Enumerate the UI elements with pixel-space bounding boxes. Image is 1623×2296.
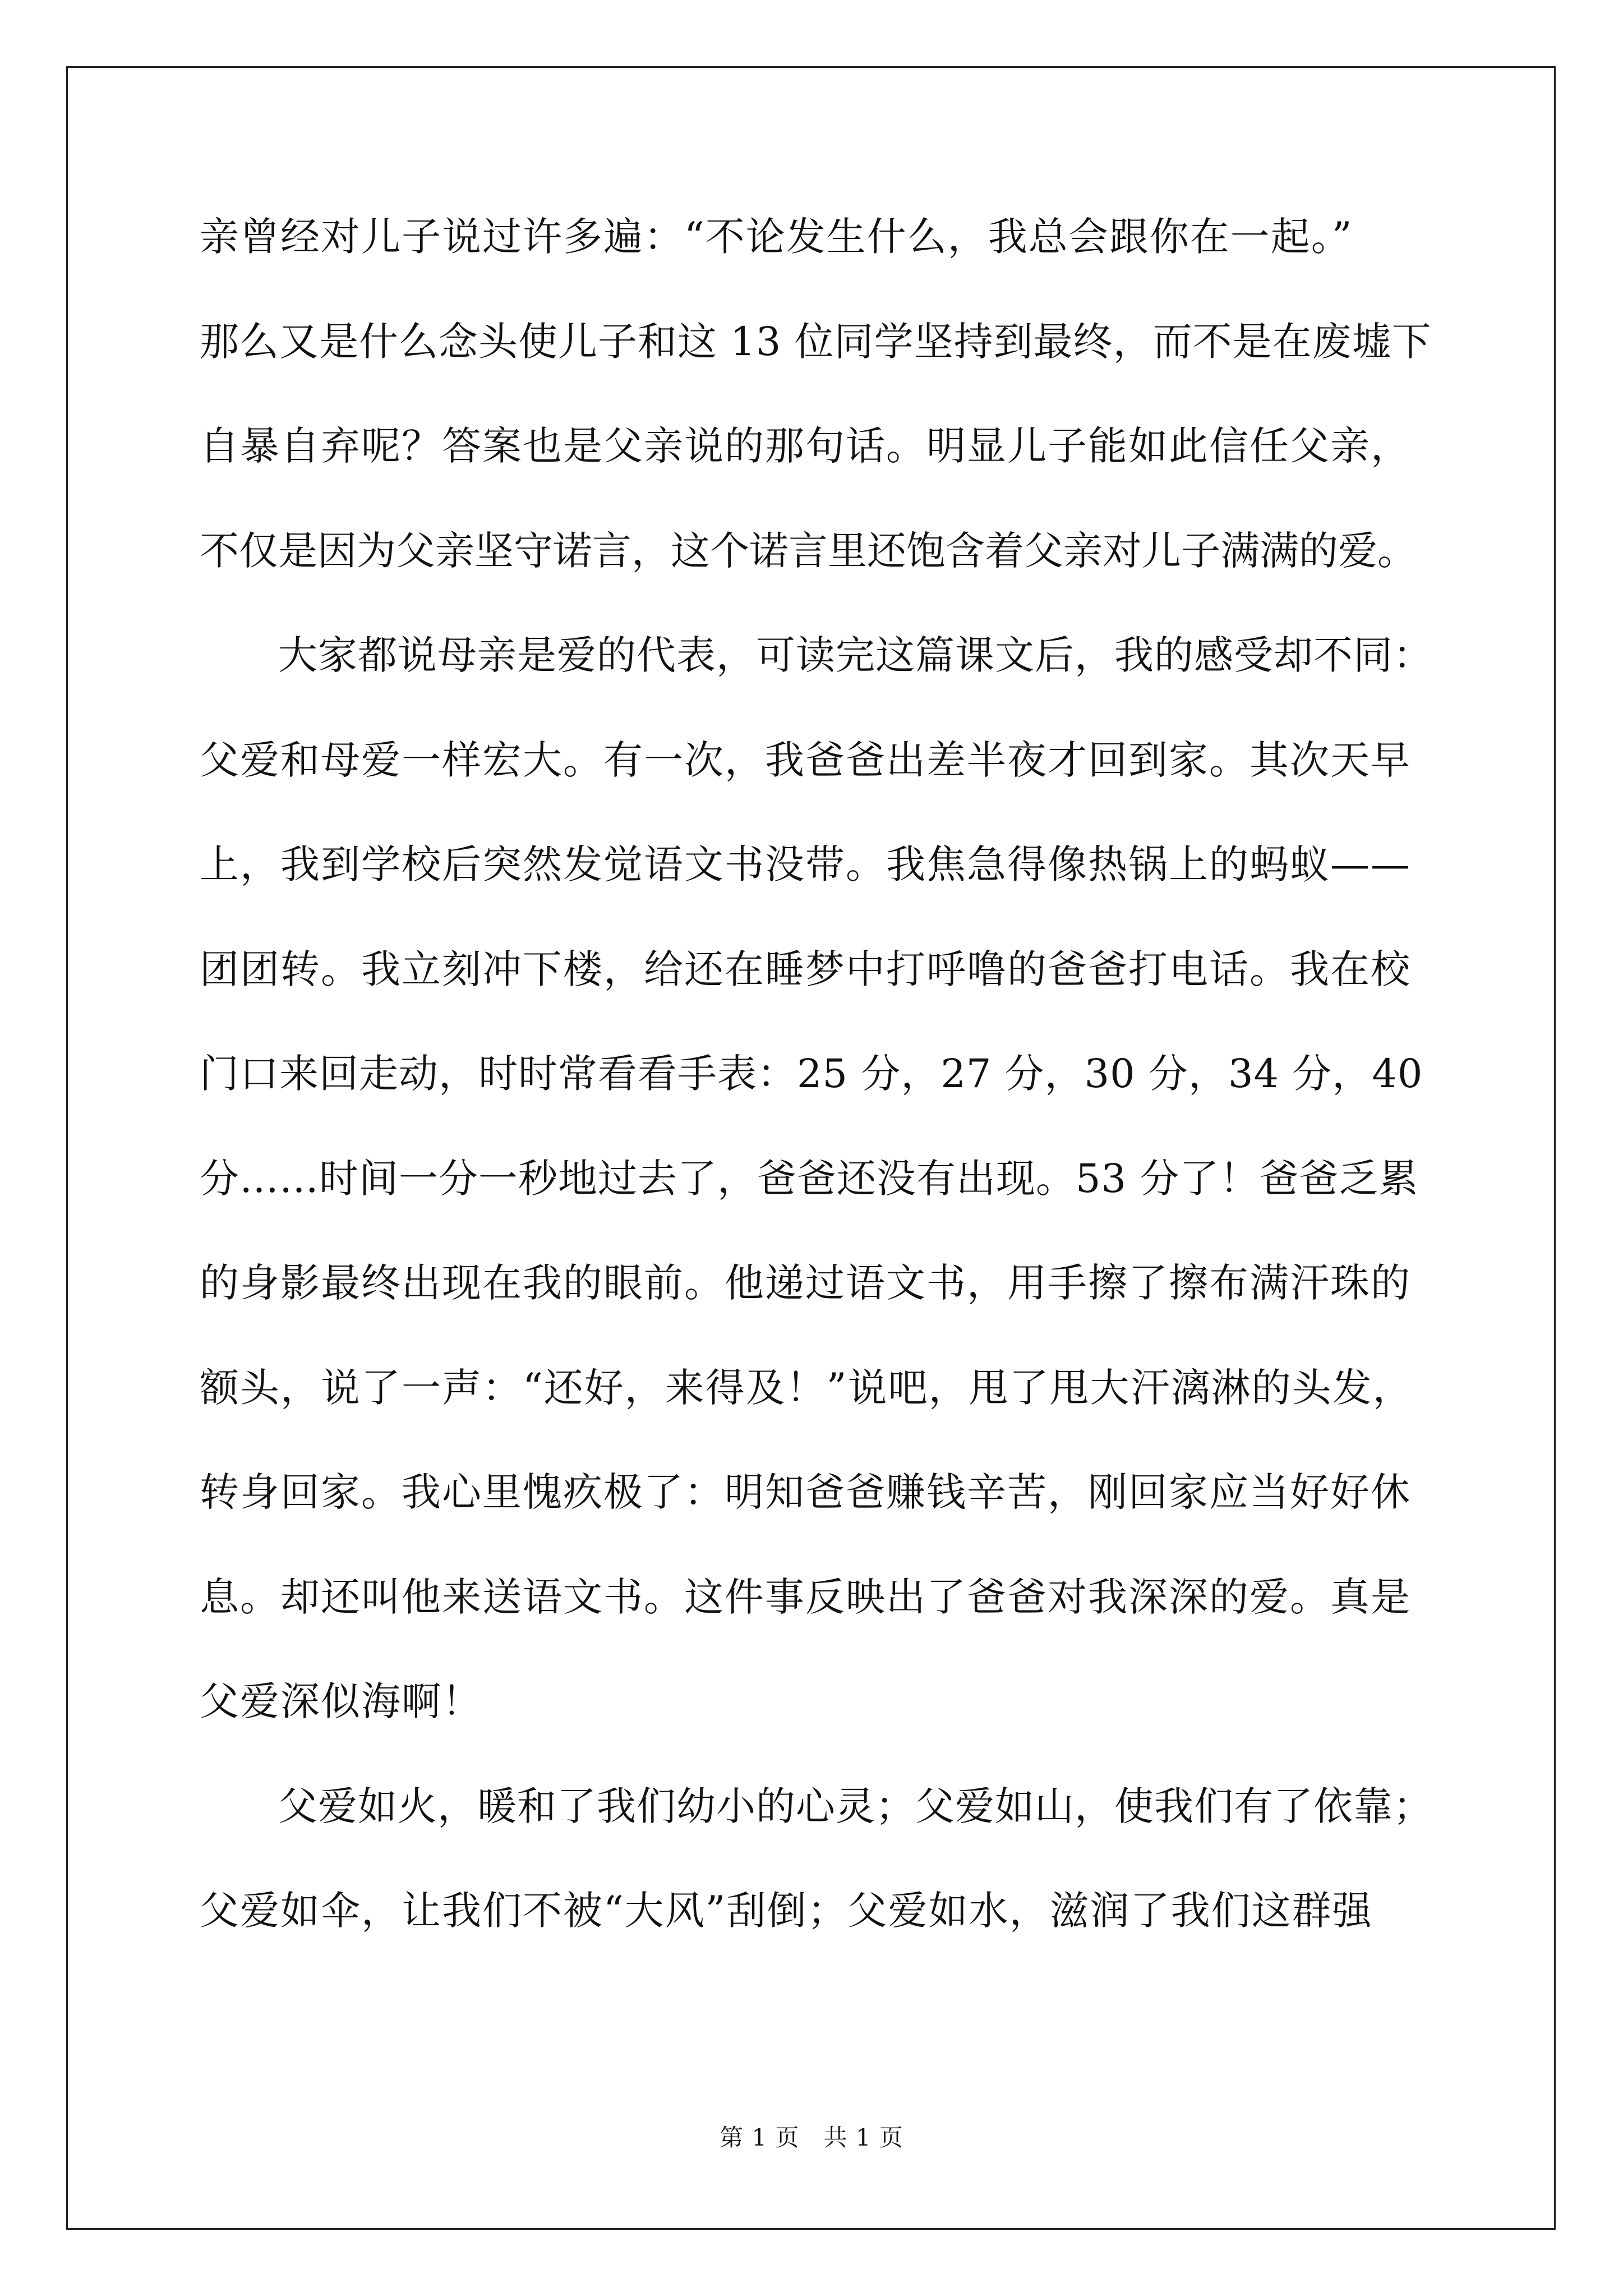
paragraph-end-line: 父爱深似海啊！ (200, 1678, 482, 1724)
paragraph-start-line: 父爱如火，暖和了我们幼小的心灵；父爱如山，使我们有了依靠； (278, 1783, 1433, 1829)
text-line: 转身回家。我心里愧疚极了：明知爸爸赚钱辛苦，刚回家应当好好休 (200, 1469, 1411, 1515)
text-line: 额头，说了一声：“还好，来得及！”说吧，甩了甩大汗漓淋的头发， (200, 1364, 1413, 1411)
text-line: 亲曾经对儿子说过许多遍：“不论发生什么，我总会跟你在一起。” (200, 214, 1353, 260)
text-line: 门口来回走动，时时常看看手表：25 分，27 分，30 分，34 分，40 (200, 1051, 1423, 1097)
text-line: 自暴自弃呢？答案也是父亲说的那句话。明显儿子能如此信任父亲， (200, 423, 1411, 469)
page-footer: 第 1 页 共 1 页 (720, 2124, 903, 2151)
text-line: 上，我到学校后突然发觉语文书没带。我焦急得像热锅上的蚂蚁—— (200, 841, 1411, 887)
text-line: 息。却还叫他来送语文书。这件事反映出了爸爸对我深深的爱。真是 (200, 1573, 1411, 1620)
text-line: 父爱如伞，让我们不被“大风”刮倒；父爱如水，滋润了我们这群强 (200, 1888, 1373, 1934)
text-line: 父爱和母爱一样宏大。有一次，我爸爸出差半夜才回到家。其次天早 (200, 737, 1411, 783)
text-line: 分……时间一分一秒地过去了，爸爸还没有出现。53 分了！爸爸乏累 (200, 1155, 1419, 1202)
text-line: 不仅是因为父亲坚守诺言，这个诺言里还饱含着父亲对儿子满满的爱。 (200, 527, 1417, 574)
document-body (200, 204, 1433, 1983)
text-line: 团团转。我立刻冲下楼，给还在睡梦中打呼噜的爸爸打电话。我在校 (200, 946, 1411, 992)
text-line: 的身影最终出现在我的眼前。他递过语文书，用手擦了擦布满汗珠的 (200, 1260, 1411, 1306)
text-line: 那么又是什么念头使儿子和这 13 位同学坚持到最终，而不是在废墟下 (200, 318, 1432, 365)
paragraph-start-line: 大家都说母亲是爱的代表，可读完这篇课文后，我的感受却不同： (278, 632, 1433, 678)
